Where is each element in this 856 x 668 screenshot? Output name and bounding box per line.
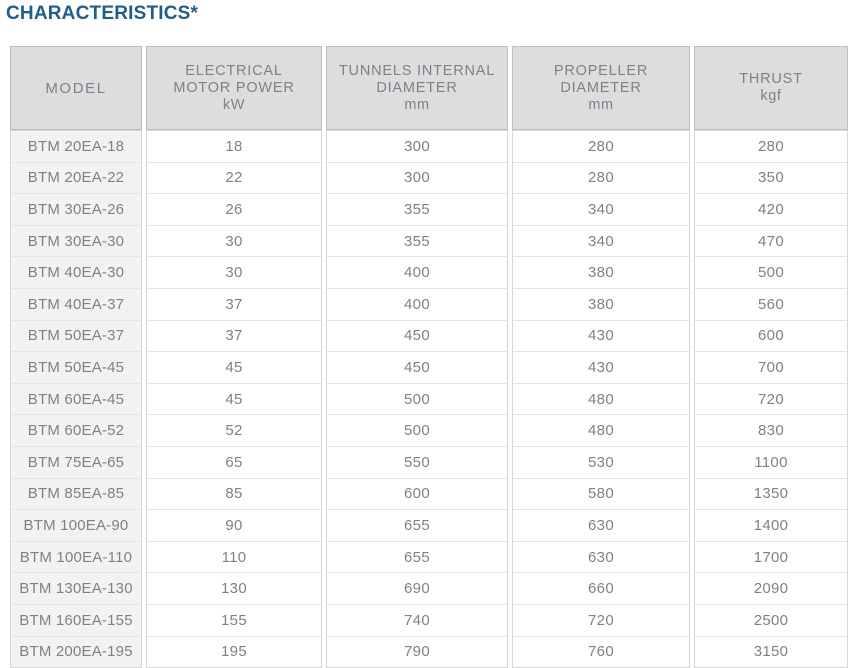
cell-motor-power: 195 — [146, 637, 322, 668]
cell-model: BTM 60EA-45 — [10, 384, 142, 416]
cell-propeller-diameter: 630 — [512, 510, 690, 542]
cell-propeller-diameter: 480 — [512, 384, 690, 416]
cell-thrust: 830 — [694, 415, 848, 447]
cell-propeller-diameter: 480 — [512, 415, 690, 447]
cell-tunnel-diameter: 400 — [326, 289, 508, 321]
column-header-motor-power-line1: ELECTRICAL — [185, 63, 282, 79]
cell-thrust: 1100 — [694, 447, 848, 479]
cell-motor-power: 22 — [146, 163, 322, 195]
cell-model: BTM 100EA-110 — [10, 542, 142, 574]
column-header-propeller-diameter-line1: PROPELLER — [554, 63, 648, 79]
cell-motor-power: 18 — [146, 130, 322, 163]
column-header-motor-power — [146, 46, 322, 130]
cell-propeller-diameter: 430 — [512, 352, 690, 384]
cell-thrust: 350 — [694, 163, 848, 195]
cell-tunnel-diameter: 655 — [326, 542, 508, 574]
table-row — [10, 605, 848, 637]
cell-thrust: 3150 — [694, 637, 848, 668]
cell-tunnel-diameter: 355 — [326, 194, 508, 226]
table-row — [10, 321, 848, 353]
cell-thrust: 420 — [694, 194, 848, 226]
cell-propeller-diameter: 380 — [512, 257, 690, 289]
cell-tunnel-diameter: 500 — [326, 384, 508, 416]
column-header-motor-power-line2: MOTOR POWER — [173, 80, 294, 96]
cell-thrust: 1350 — [694, 479, 848, 511]
cell-propeller-diameter: 660 — [512, 573, 690, 605]
cell-thrust: 720 — [694, 384, 848, 416]
column-header-thrust-unit: kgf — [699, 88, 843, 105]
cell-model: BTM 100EA-90 — [10, 510, 142, 542]
table-row — [10, 352, 848, 384]
column-header-thrust-line1: THRUST — [739, 71, 803, 87]
column-header-propeller-diameter-unit: mm — [517, 97, 685, 114]
column-header-tunnel-diameter-line1: TUNNELS INTERNAL — [339, 63, 495, 79]
cell-propeller-diameter: 630 — [512, 542, 690, 574]
cell-motor-power: 90 — [146, 510, 322, 542]
cell-motor-power: 110 — [146, 542, 322, 574]
cell-model: BTM 50EA-37 — [10, 321, 142, 353]
table-row — [10, 257, 848, 289]
column-header-model-line1: MODEL — [45, 80, 106, 97]
cell-model: BTM 40EA-37 — [10, 289, 142, 321]
cell-model: BTM 75EA-65 — [10, 447, 142, 479]
cell-thrust: 700 — [694, 352, 848, 384]
cell-tunnel-diameter: 450 — [326, 352, 508, 384]
cell-propeller-diameter: 340 — [512, 194, 690, 226]
table-body — [10, 130, 848, 668]
column-header-motor-power-unit: kW — [151, 97, 317, 114]
cell-motor-power: 37 — [146, 321, 322, 353]
cell-motor-power: 65 — [146, 447, 322, 479]
cell-motor-power: 155 — [146, 605, 322, 637]
cell-propeller-diameter: 280 — [512, 130, 690, 163]
cell-model: BTM 85EA-85 — [10, 479, 142, 511]
table-row — [10, 637, 848, 668]
column-header-thrust — [694, 46, 848, 130]
cell-model: BTM 40EA-30 — [10, 257, 142, 289]
table-row — [10, 479, 848, 511]
column-header-model — [10, 46, 142, 130]
column-header-tunnel-diameter-unit: mm — [331, 97, 503, 114]
table-row — [10, 415, 848, 447]
cell-motor-power: 37 — [146, 289, 322, 321]
cell-model: BTM 30EA-30 — [10, 226, 142, 258]
table-row — [10, 163, 848, 195]
cell-model: BTM 20EA-18 — [10, 130, 142, 163]
column-header-tunnel-diameter-line2: DIAMETER — [376, 80, 457, 96]
cell-motor-power: 85 — [146, 479, 322, 511]
cell-motor-power: 45 — [146, 352, 322, 384]
cell-motor-power: 26 — [146, 194, 322, 226]
table-header — [10, 46, 848, 130]
cell-tunnel-diameter: 690 — [326, 573, 508, 605]
cell-thrust: 2500 — [694, 605, 848, 637]
cell-motor-power: 30 — [146, 257, 322, 289]
cell-propeller-diameter: 340 — [512, 226, 690, 258]
cell-tunnel-diameter: 300 — [326, 163, 508, 195]
cell-propeller-diameter: 760 — [512, 637, 690, 668]
cell-tunnel-diameter: 740 — [326, 605, 508, 637]
cell-tunnel-diameter: 600 — [326, 479, 508, 511]
cell-thrust: 600 — [694, 321, 848, 353]
cell-model: BTM 20EA-22 — [10, 163, 142, 195]
cell-motor-power: 130 — [146, 573, 322, 605]
table-row — [10, 542, 848, 574]
cell-thrust: 1700 — [694, 542, 848, 574]
cell-tunnel-diameter: 655 — [326, 510, 508, 542]
cell-tunnel-diameter: 550 — [326, 447, 508, 479]
table-row — [10, 573, 848, 605]
cell-model: BTM 60EA-52 — [10, 415, 142, 447]
table-row — [10, 289, 848, 321]
cell-propeller-diameter: 580 — [512, 479, 690, 511]
table-row — [10, 194, 848, 226]
table-row — [10, 384, 848, 416]
cell-tunnel-diameter: 300 — [326, 130, 508, 163]
cell-tunnel-diameter: 355 — [326, 226, 508, 258]
cell-thrust: 500 — [694, 257, 848, 289]
cell-tunnel-diameter: 790 — [326, 637, 508, 668]
column-header-propeller-diameter — [512, 46, 690, 130]
cell-propeller-diameter: 530 — [512, 447, 690, 479]
cell-model: BTM 130EA-130 — [10, 573, 142, 605]
table-row — [10, 130, 848, 163]
cell-propeller-diameter: 280 — [512, 163, 690, 195]
cell-thrust: 2090 — [694, 573, 848, 605]
table-header-row — [10, 46, 848, 130]
cell-thrust: 1400 — [694, 510, 848, 542]
cell-motor-power: 52 — [146, 415, 322, 447]
table-row — [10, 447, 848, 479]
cell-model: BTM 200EA-195 — [10, 637, 142, 668]
column-header-propeller-diameter-line2: DIAMETER — [560, 80, 641, 96]
cell-tunnel-diameter: 500 — [326, 415, 508, 447]
page-title: CHARACTERISTICS* — [6, 3, 198, 25]
table-row — [10, 226, 848, 258]
cell-thrust: 470 — [694, 226, 848, 258]
column-header-tunnel-diameter — [326, 46, 508, 130]
cell-propeller-diameter: 380 — [512, 289, 690, 321]
cell-propeller-diameter: 430 — [512, 321, 690, 353]
cell-thrust: 280 — [694, 130, 848, 163]
cell-tunnel-diameter: 400 — [326, 257, 508, 289]
cell-propeller-diameter: 720 — [512, 605, 690, 637]
cell-model: BTM 50EA-45 — [10, 352, 142, 384]
characteristics-table — [6, 46, 852, 668]
cell-motor-power: 30 — [146, 226, 322, 258]
cell-tunnel-diameter: 450 — [326, 321, 508, 353]
cell-thrust: 560 — [694, 289, 848, 321]
table-row — [10, 510, 848, 542]
cell-motor-power: 45 — [146, 384, 322, 416]
cell-model: BTM 160EA-155 — [10, 605, 142, 637]
cell-model: BTM 30EA-26 — [10, 194, 142, 226]
